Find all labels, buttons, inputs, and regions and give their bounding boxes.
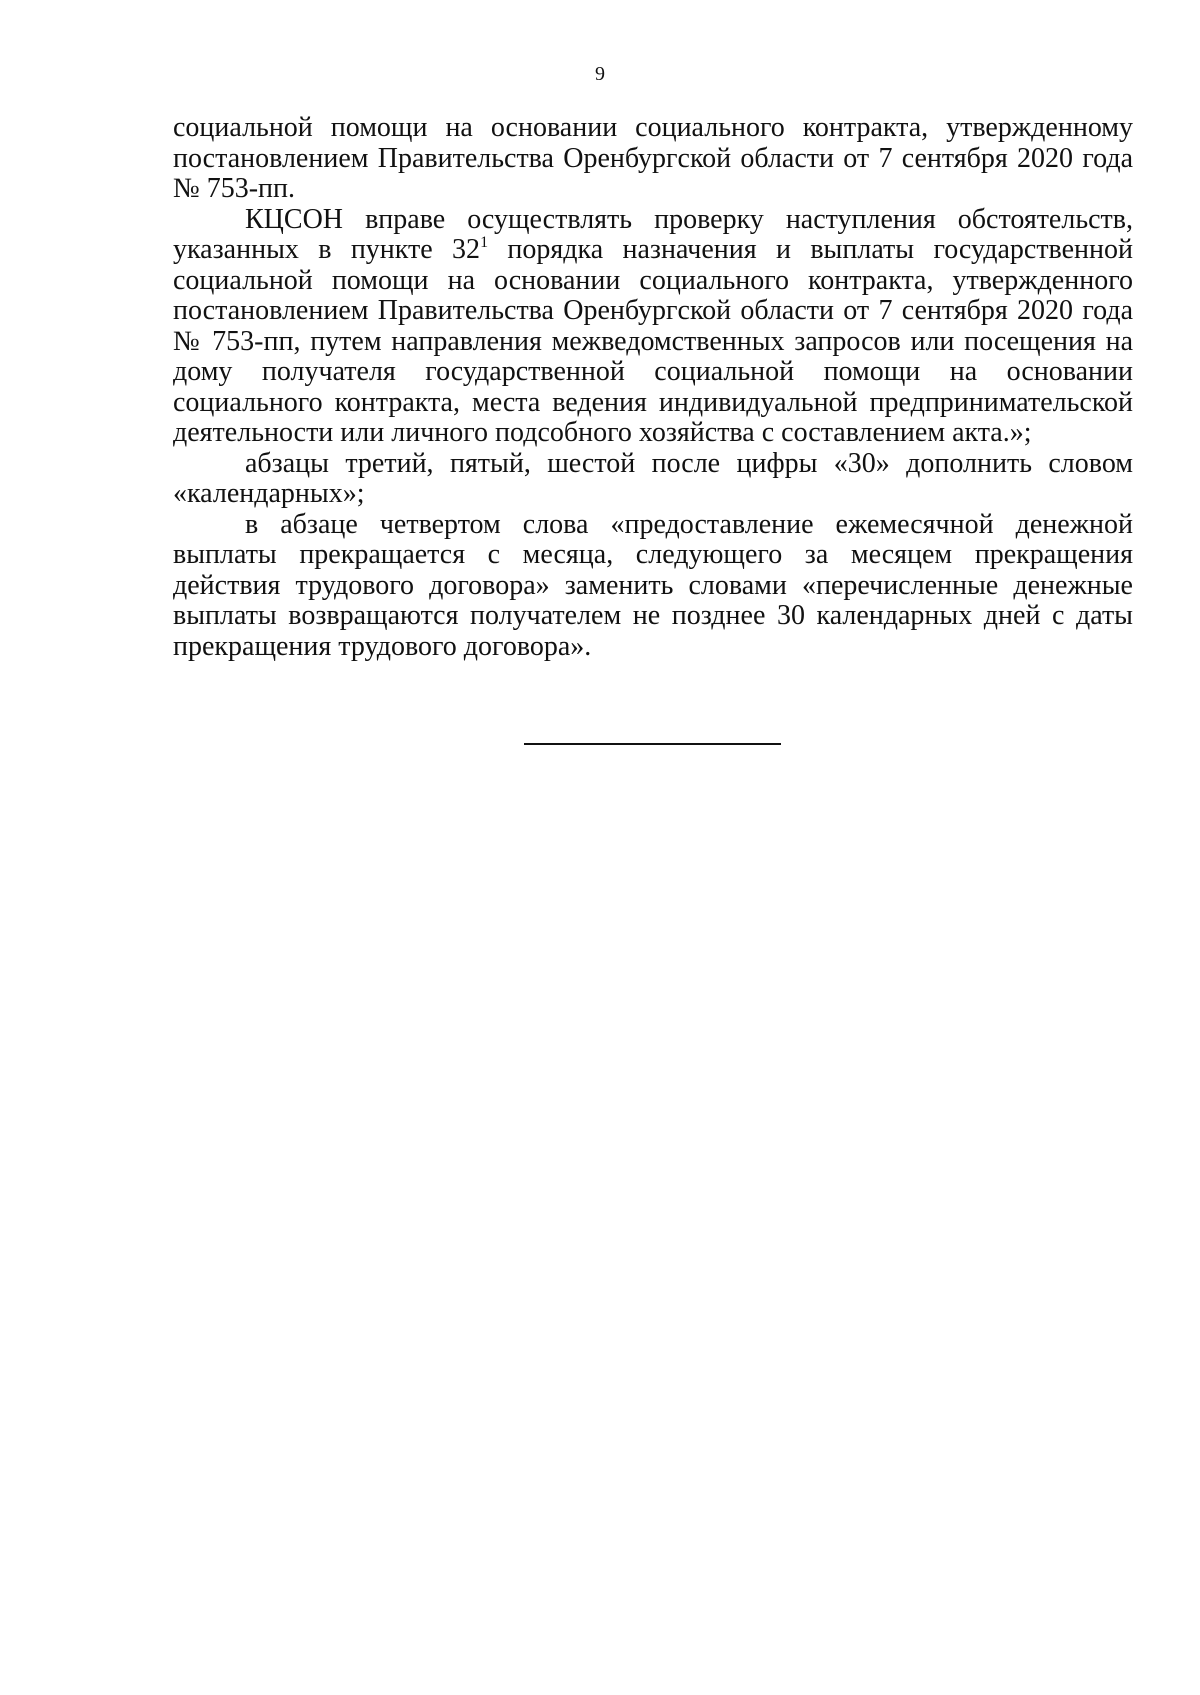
page-number: 9 xyxy=(595,63,605,85)
paragraph-abzats-chetvertyi: в абзаце четвертом слова «предоставление ежемесячной денежной выплаты прекращается с месяца, следующего за месяцем прекращения действия трудового договора» заменить словами «перечисленные денежные выплаты возвращаются получателем не позднее 30 календарных дней с даты прекращения трудового договора». xyxy=(173,508,1133,662)
paragraph-kcson-text-before: КЦСОН вправе осуществлять проверку наступления обстоятельств, указанных в пункте 32 xyxy=(173,203,1133,265)
document-body xyxy=(173,113,1133,662)
superscript-index: 1 xyxy=(480,234,489,251)
end-separator-line xyxy=(524,743,781,745)
paragraph-kcson xyxy=(173,205,1133,449)
paragraph-kcson-text-after: порядка назначения и выплаты государственной социальной помощи на основании социального контракта, утвержденного постановлением Правительства Оренбургской области от 7 сентября 2020 года № 753-пп, путем направления межведомственных запросов или посещения на дому получателя государственной социальной помощи на основании социального контракта, места ведения индивидуальной предпринимательской деятельности или личного подсобного хозяйства с составлением акта.»; xyxy=(173,234,1133,448)
paragraph-continuation: социальной помощи на основании социального контракта, утвержденному постановлением Правительства Оренбургской области от 7 сентября 2020 года № 753-пп. xyxy=(173,112,1133,204)
paragraph-abzatsy: абзацы третий, пятый, шестой после цифры «30» дополнить словом «календарных»; xyxy=(173,447,1133,509)
